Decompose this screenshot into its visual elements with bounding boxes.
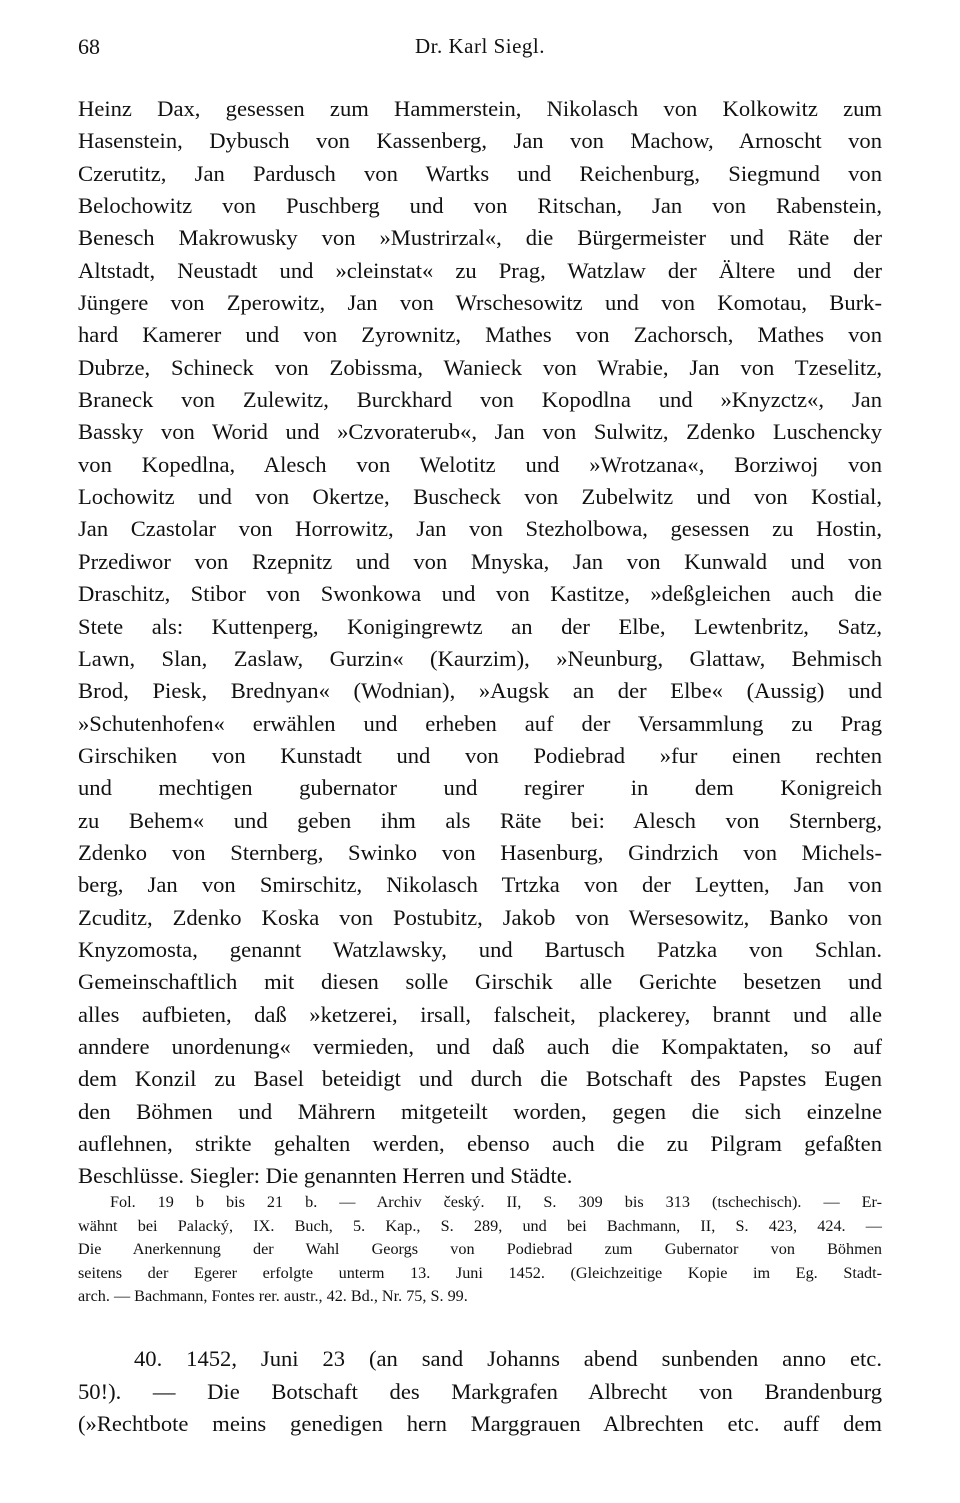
- text-line: Heinz Dax, gesessen zum Hammerstein, Nikolasch von Kolkowitz zum: [78, 96, 882, 121]
- text-line: Lochowitz und von Okertze, Buscheck von Zubelwitz und von Kostial,: [78, 484, 882, 510]
- text-line: Bassky von Worid und »Czvoraterub«, Jan von Sulwitz, Zdenko Luschencky: [78, 419, 882, 445]
- note-line: seitens der Egerer erfolgte unterm 13. Juni 1452. (Gleichzeitige Kopie im Eg. Stadt-: [78, 1263, 882, 1282]
- footnote-block: [78, 1191, 882, 1309]
- text-line: Zdenko von Sternberg, Swinko von Hasenburg, Gindrzich von Michels-: [78, 839, 882, 865]
- note-line: arch. — Bachmann, Fontes rer. austr., 42. Bd., Nr. 75, S. 99.: [78, 1287, 468, 1306]
- text-line: Czerutitz, Jan Pardusch von Wartks und Reichenburg, Siegmund von: [78, 160, 882, 186]
- text-line: Gemeinschaftlich mit diesen solle Girschik alle Gerichte besetzen und: [78, 969, 882, 995]
- text-line: »Schutenhofen« erwählen und erheben auf der Versammlung zu Prag: [78, 710, 882, 736]
- text-line: dem Konzil zu Basel beteidigt und durch die Botschaft des Papstes Eugen: [78, 1066, 882, 1092]
- entry-line: 40. 1452, Juni 23 (an sand Johanns abend sunbenden anno etc.: [134, 1346, 882, 1371]
- text-line: anndere unordenung« vermieden, und daß auch die Kompaktaten, so auf: [78, 1033, 882, 1059]
- text-line: Stete als: Kuttenperg, Konigingrewtz an der Elbe, Lewtenbritz, Satz,: [78, 613, 882, 639]
- page-header: [78, 34, 882, 64]
- text-line: Braneck von Zulewitz, Burckhard von Kopodlna und »Knyzctz«, Jan: [78, 387, 882, 413]
- text-line: und mechtigen gubernator und regirer in dem Konigreich: [78, 775, 882, 801]
- note-line: wähnt bei Palacký, IX. Buch, 5. Kap., S. 289, und bei Bachmann, II, S. 423, 424. —: [78, 1216, 882, 1235]
- text-line: Lawn, Slan, Zaslaw, Gurzin« (Kaurzim), »Neunburg, Glattaw, Behmisch: [78, 645, 882, 671]
- text-line: Przediwor von Rzepnitz und von Mnyska, Jan von Kunwald und von: [78, 548, 882, 574]
- text-line: zu Behem« und geben ihm als Räte bei: Alesch von Sternberg,: [78, 807, 882, 833]
- text-line: von Kopedlna, Alesch von Welotitz und »Wrotzana«, Borziwoj von: [78, 451, 882, 477]
- note-line: Die Anerkennung der Wahl Georgs von Podiebrad zum Gubernator von Böhmen: [78, 1240, 882, 1259]
- text-line: alles aufbieten, daß »ketzerei, irsall, falscheit, plackerey, brannt und alle: [78, 1001, 882, 1027]
- text-line: Zcuditz, Zdenko Koska von Postubitz, Jakob von Wersesowitz, Banko von: [78, 904, 882, 930]
- text-line: Altstadt, Neustadt und »cleinstat« zu Prag, Watzlaw der Ältere und der: [78, 257, 882, 283]
- text-line: hard Kamerer und von Zyrownitz, Mathes von Zachorsch, Mathes von: [78, 322, 882, 348]
- text-line: Beschlüsse. Siegler: Die genannten Herren und Städte.: [78, 1163, 573, 1189]
- running-title: Dr. Karl Siegl.: [415, 34, 545, 58]
- text-line: Belochowitz von Puschberg und von Ritschan, Jan von Rabenstein,: [78, 193, 882, 219]
- text-line: Draschitz, Stibor von Swonkowa und von Kastitze, »deßgleichen auch die: [78, 581, 882, 607]
- text-line: den Böhmen und Mährern mitgeteilt worden, gegen die sich einzelne: [78, 1098, 882, 1124]
- text-line: Jan Czastolar von Horrowitz, Jan von Stezholbowa, gesessen zu Hostin,: [78, 516, 882, 542]
- text-line: Girschiken von Kunstadt und von Podiebrad »fur einen rechten: [78, 742, 882, 768]
- entry-line: (»Rechtbote meins genedigen hern Marggrauen Albrechten etc. auff dem: [78, 1411, 882, 1436]
- text-line: Brod, Piesk, Brednyan« (Wodnian), »Augsk an der Elbe« (Aussig) und: [78, 678, 882, 704]
- entry-line: 50!). — Die Botschaft des Markgrafen Albrecht von Brandenburg: [78, 1378, 882, 1404]
- main-text: [78, 93, 882, 1193]
- text-line: Benesch Makrowusky von »Mustrirzal«, die Bürgermeister und Räte der: [78, 225, 882, 251]
- text-line: auflehnen, strikte gehalten werden, ebenso auch die zu Pilgram gefaßten: [78, 1131, 882, 1156]
- text-line: Jüngere von Zperowitz, Jan von Wrschesowitz und von Komotau, Burk-: [78, 290, 882, 316]
- text-line: Knyzomosta, genannt Watzlawsky, und Bartusch Patzka von Schlan.: [78, 936, 882, 962]
- text-line: Hasenstein, Dybusch von Kassenberg, Jan von Machow, Arnoscht von: [78, 128, 882, 154]
- note-line: Fol. 19 b bis 21 b. — Archiv český. II, S. 309 bis 313 (tschechisch). — Er-: [110, 1193, 882, 1211]
- page-number: 68: [78, 34, 100, 59]
- text-line: Dubrze, Schineck von Zobissma, Wanieck von Wrabie, Jan von Tzeselitz,: [78, 354, 882, 380]
- next-entry: [78, 1343, 882, 1441]
- text-line: berg, Jan von Smirschitz, Nikolasch Trtzka von der Leytten, Jan von: [78, 872, 882, 898]
